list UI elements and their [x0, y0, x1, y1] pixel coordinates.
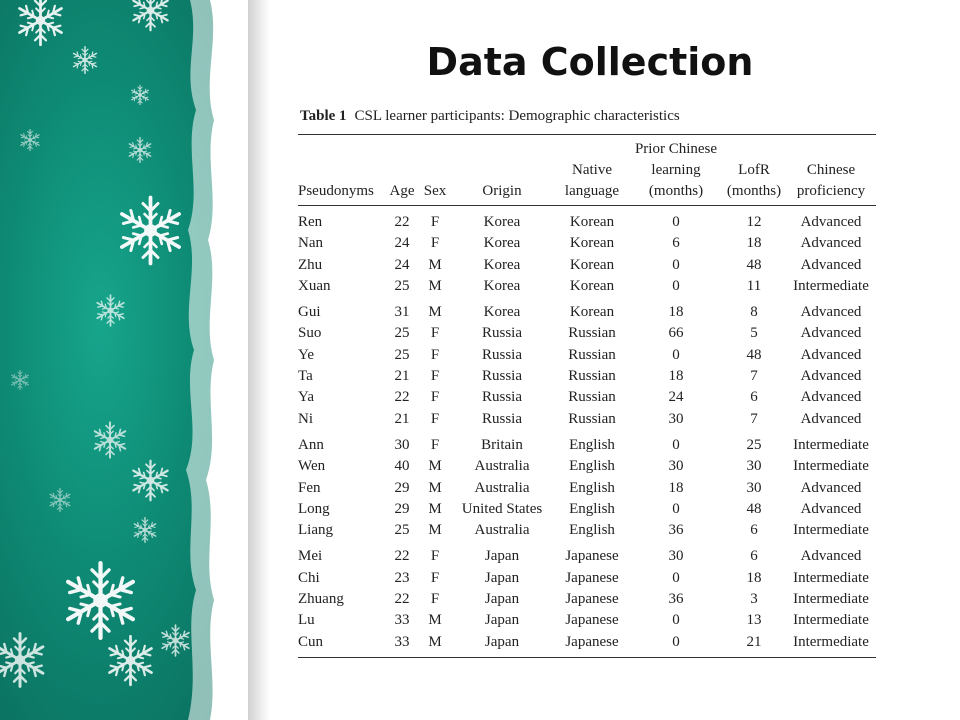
table-row: [298, 478, 876, 499]
table-cell: Russia: [481, 410, 522, 427]
table-cell: Japan: [484, 612, 520, 629]
table-cell: 22: [394, 214, 410, 230]
column-header-line: language: [564, 183, 620, 199]
table-cell: 33: [384, 632, 420, 658]
table-cell: 29: [394, 500, 410, 517]
column-header-line: Sex: [423, 183, 447, 199]
snowflake-icon: [93, 293, 128, 328]
table-row: [298, 430, 876, 456]
column-header: [630, 135, 722, 206]
table-cell: Advanced: [800, 389, 862, 406]
table-cell: Russian: [568, 389, 616, 406]
table-cell: Russian: [568, 410, 616, 427]
table-cell: Korea: [483, 214, 521, 230]
table-cell: 6: [672, 235, 680, 252]
table-cell: 48: [746, 256, 762, 273]
table-cell: 40: [394, 458, 410, 475]
table-cell: Korea: [483, 277, 521, 294]
table-cell: Korean: [569, 304, 615, 321]
table-cell: 24: [394, 256, 410, 273]
table-cell: Ta: [298, 368, 313, 385]
column-header-line: Prior Chinese: [634, 141, 718, 157]
table-cell: F: [430, 569, 440, 586]
demographics-table: [298, 134, 876, 658]
table-cell: 22: [394, 389, 410, 406]
column-header-line: Age: [389, 183, 415, 199]
table-cell: Japanese: [565, 591, 619, 608]
snowflake-icon: [9, 369, 31, 391]
table-cell: Liang: [298, 522, 333, 539]
panel-shadow: [248, 0, 270, 720]
snowflake-icon: [58, 558, 143, 643]
table-cell: 25: [394, 277, 410, 294]
column-header-line: Native: [572, 162, 612, 178]
table-cell: 21: [394, 368, 410, 385]
table-cell: Korea: [483, 256, 521, 273]
table-cell: Advanced: [800, 346, 862, 363]
table-cell: Chi: [298, 569, 320, 586]
column-header-line: (months): [726, 183, 782, 199]
snowflake-icon: [113, 193, 188, 268]
column-header-line: (months): [648, 183, 704, 199]
table-cell: Russia: [481, 389, 522, 406]
table-cell: F: [430, 436, 440, 453]
snowflake-icon: [0, 630, 50, 690]
table-cell: English: [569, 522, 615, 539]
table-cell: 7: [750, 410, 758, 427]
column-header: [786, 135, 876, 206]
snowflake-icon: [129, 84, 151, 106]
table-cell: Intermediate: [793, 612, 869, 629]
table-cell: 66: [668, 325, 684, 342]
table-cell: Advanced: [800, 410, 862, 427]
table-cell: Advanced: [800, 256, 862, 273]
column-header: [722, 135, 786, 206]
column-header: [384, 135, 420, 206]
table-cell: Lu: [298, 612, 315, 629]
table-cell: Ren: [298, 214, 323, 230]
table-row: [298, 456, 876, 477]
table-cell: Advanced: [800, 214, 862, 230]
table-row: [298, 541, 876, 567]
table-cell: 30: [668, 548, 684, 565]
table-cell: Japanese: [565, 548, 619, 565]
column-header: [450, 135, 554, 206]
table-cell: Intermediate: [793, 436, 869, 453]
table-cell: Russia: [481, 368, 522, 385]
table-cell: 18: [668, 368, 684, 385]
column-header: [298, 135, 384, 206]
snowflake-icon: [18, 128, 42, 152]
table-row: [298, 409, 876, 430]
column-header-line: LofR: [738, 162, 770, 178]
table-row: [298, 610, 876, 631]
snowflake-icon: [126, 136, 154, 164]
table-cell: 25: [394, 325, 410, 342]
demographics-table-block: [298, 108, 878, 658]
table-row: [298, 323, 876, 344]
table-cell: Zhuang: [298, 591, 344, 608]
table-cell: Advanced: [800, 479, 862, 496]
table-cell: 0: [672, 612, 680, 629]
table-cell: Korean: [569, 256, 615, 273]
table-cell: 6: [750, 389, 758, 406]
table-cell: Intermediate: [793, 277, 869, 294]
table-cell: F: [430, 325, 440, 342]
table-cell: English: [569, 436, 615, 453]
table-cell: Australia: [474, 522, 530, 539]
table-cell: English: [569, 479, 615, 496]
table-cell: 25: [394, 346, 410, 363]
table-cell: Advanced: [800, 368, 862, 385]
table-cell: Intermediate: [793, 522, 869, 539]
column-header-line: learning: [651, 162, 701, 178]
table-row: [298, 366, 876, 387]
table-cell: 48: [746, 346, 762, 363]
table-cell: 6: [750, 522, 758, 539]
table-cell: M: [428, 500, 442, 517]
table-cell: 48: [746, 500, 762, 517]
table-cell: 13: [746, 612, 762, 629]
snowflake-icon: [47, 487, 73, 513]
table-cell: Intermediate: [793, 458, 869, 475]
table-cell: Australia: [474, 458, 530, 475]
table-cell: 0: [630, 632, 722, 658]
table-cell: 30: [668, 410, 684, 427]
column-header-line: Chinese: [806, 162, 856, 178]
table-cell: 22: [394, 591, 410, 608]
table-cell: Japanese: [554, 632, 630, 658]
table-cell: F: [430, 368, 440, 385]
table-row: [298, 233, 876, 254]
snowflake-icon: [103, 633, 158, 688]
table-row: [298, 345, 876, 366]
table-cell: 22: [394, 548, 410, 565]
table-cell: Ya: [298, 389, 314, 406]
snowflake-icon: [128, 458, 173, 503]
table-cell: 0: [672, 277, 680, 294]
table-cell: 0: [672, 214, 680, 230]
table-cell: Korea: [483, 304, 521, 321]
table-body: [298, 206, 876, 658]
table-cell: 11: [746, 277, 762, 294]
table-cell: 24: [668, 389, 684, 406]
table-cell: Xuan: [298, 277, 331, 294]
column-header-line: Origin: [482, 183, 522, 199]
table-cell: Gui: [298, 304, 321, 321]
table-cell: 36: [668, 591, 684, 608]
table-cell: M: [428, 612, 442, 629]
table-cell: Japan: [484, 569, 520, 586]
table-cell: Intermediate: [786, 632, 876, 658]
table-cell: Mei: [298, 548, 323, 565]
column-header-line: Pseudonyms: [298, 183, 374, 199]
table-cell: 24: [394, 235, 410, 252]
table-cell: 0: [672, 569, 680, 586]
table-cell: Russia: [481, 346, 522, 363]
table-row: [298, 387, 876, 408]
table-cell: M: [420, 632, 450, 658]
column-header-line: proficiency: [796, 183, 866, 199]
table-cell: Japan: [484, 591, 520, 608]
table-cell: Advanced: [800, 325, 862, 342]
snowflake-icon: [158, 623, 193, 658]
snowflake-icon: [90, 420, 130, 460]
table-cell: Korean: [569, 214, 615, 230]
table-cell: 7: [750, 368, 758, 385]
table-cell: 18: [668, 479, 684, 496]
table-cell: 31: [394, 304, 410, 321]
table-cell: Britain: [481, 436, 523, 453]
table-cell: Australia: [474, 479, 530, 496]
table-cell: Long: [298, 500, 330, 517]
table-cell: 23: [394, 569, 410, 586]
table-cell: 18: [668, 304, 684, 321]
table-row: [298, 589, 876, 610]
table-cell: Ni: [298, 410, 313, 427]
table-header-row: [298, 135, 876, 206]
table-cell: 18: [746, 569, 762, 586]
table-cell: Russian: [568, 346, 616, 363]
table-cell: Russia: [481, 325, 522, 342]
snowflake-icon: [131, 516, 159, 544]
table-cell: English: [569, 458, 615, 475]
table-cell: 5: [750, 325, 758, 342]
table-cell: 36: [668, 522, 684, 539]
table-cell: Wen: [298, 458, 326, 475]
table-caption: [300, 108, 878, 125]
table-cell: F: [430, 591, 440, 608]
table-cell: F: [430, 548, 440, 565]
table-cell: F: [430, 410, 440, 427]
table-cell: M: [428, 256, 442, 273]
table-cell: Fen: [298, 479, 321, 496]
table-cell: Japanese: [565, 612, 619, 629]
table-cell: 0: [672, 500, 680, 517]
page-title: Data Collection: [426, 40, 754, 84]
table-cell: Ye: [298, 346, 314, 363]
table-cell: F: [430, 389, 440, 406]
table-cell: 25: [746, 436, 762, 453]
table-cell: F: [430, 346, 440, 363]
table-cell: 0: [672, 436, 680, 453]
table-cell: Zhu: [298, 256, 323, 273]
table-cell: F: [430, 214, 440, 230]
table-cell: 30: [746, 458, 762, 475]
table-cell: Advanced: [800, 548, 862, 565]
table-cell: M: [428, 522, 442, 539]
table-label: Table 1: [300, 108, 347, 124]
table-cell: Japan: [484, 548, 520, 565]
table-caption-text: CSL learner participants: Demographic characteristics: [354, 108, 680, 124]
table-row: [298, 276, 876, 297]
table-cell: 0: [672, 346, 680, 363]
table-cell: 33: [394, 612, 410, 629]
frosted-edge: [176, 0, 256, 720]
table-row: [298, 632, 876, 658]
table-cell: M: [428, 304, 442, 321]
table-row: [298, 206, 876, 234]
table-cell: 30: [394, 436, 410, 453]
table-cell: Japanese: [565, 569, 619, 586]
table-cell: 30: [746, 479, 762, 496]
table-row: [298, 568, 876, 589]
table-cell: 3: [750, 591, 758, 608]
table-cell: Suo: [298, 325, 322, 342]
snowflake-icon: [13, 0, 68, 48]
table-cell: Japan: [450, 632, 554, 658]
table-cell: Korean: [569, 235, 615, 252]
table-cell: 0: [672, 256, 680, 273]
table-cell: M: [428, 458, 442, 475]
snowflake-icon: [128, 0, 173, 33]
table-row: [298, 499, 876, 520]
snowflake-icon: [70, 45, 100, 75]
table-cell: Ann: [298, 436, 324, 453]
table-cell: F: [430, 235, 440, 252]
table-cell: Korea: [483, 235, 521, 252]
table-cell: Russian: [568, 368, 616, 385]
table-cell: Intermediate: [793, 591, 869, 608]
table-row: [298, 255, 876, 276]
column-header: [554, 135, 630, 206]
table-cell: Nan: [298, 235, 323, 252]
table-cell: 21: [394, 410, 410, 427]
table-cell: 6: [750, 548, 758, 565]
table-cell: Advanced: [800, 304, 862, 321]
table-cell: 30: [668, 458, 684, 475]
table-cell: Korean: [569, 277, 615, 294]
table-cell: Advanced: [800, 500, 862, 517]
table-cell: Russian: [568, 325, 616, 342]
table-cell: 21: [722, 632, 786, 658]
table-cell: United States: [461, 500, 543, 517]
table-cell: English: [569, 500, 615, 517]
table-cell: Intermediate: [793, 569, 869, 586]
column-header: [420, 135, 450, 206]
table-cell: Advanced: [800, 235, 862, 252]
table-row: [298, 520, 876, 541]
table-cell: M: [428, 479, 442, 496]
table-cell: 18: [746, 235, 762, 252]
table-cell: Cun: [298, 632, 384, 658]
table-cell: 8: [750, 304, 758, 321]
table-cell: 12: [746, 214, 762, 230]
table-cell: M: [428, 277, 442, 294]
table-row: [298, 297, 876, 323]
table-cell: 29: [394, 479, 410, 496]
table-cell: 25: [394, 522, 410, 539]
